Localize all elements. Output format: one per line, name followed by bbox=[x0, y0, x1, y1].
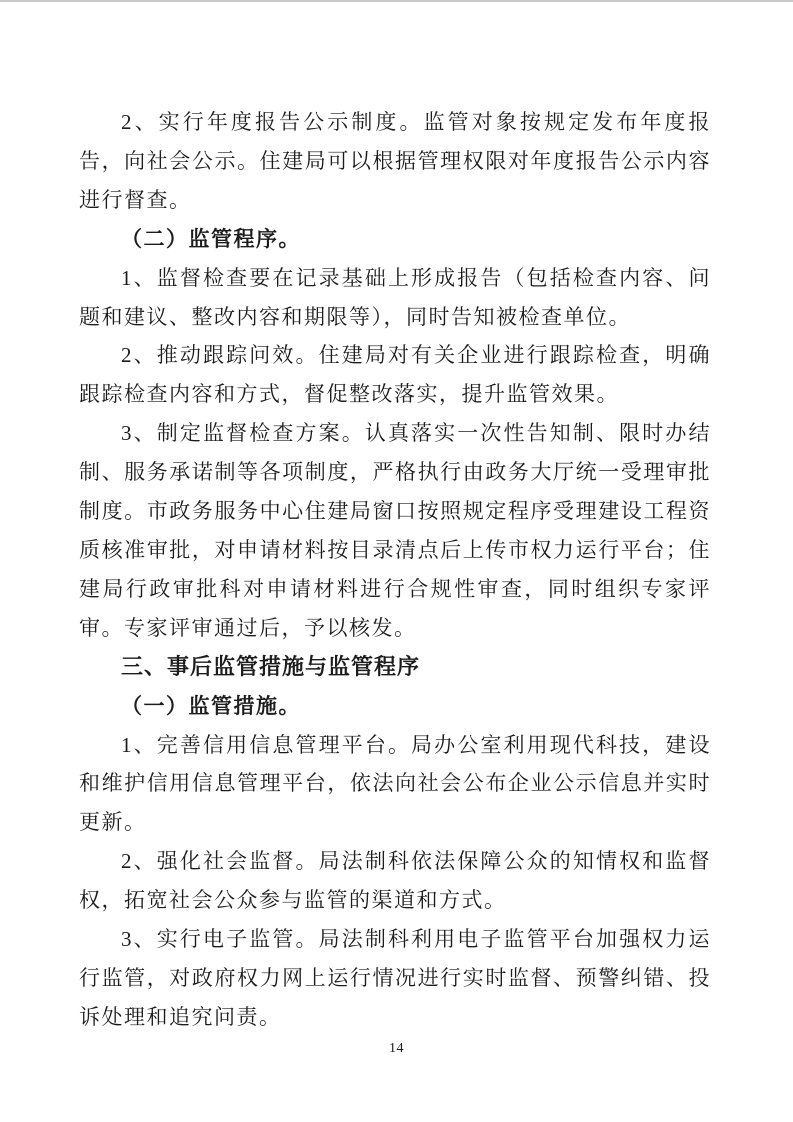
document-body bbox=[79, 103, 711, 1037]
subsection-heading: （二）监管程序。 bbox=[121, 226, 301, 251]
subsection-heading: （一）监管措施。 bbox=[121, 693, 301, 718]
paragraph: 2、实行年度报告公示制度。监管对象按规定发布年度报告，向社会公示。住建局可以根据管理权限对年度报告公示内容进行督查。 bbox=[79, 110, 711, 212]
paragraph: 1、完善信用信息管理平台。局办公室利用现代科技，建设和维护信用信息管理平台，依法向社会公布企业公示信息并实时更新。 bbox=[79, 732, 711, 835]
paragraph: 2、强化社会监督。局法制科依法保障公众的知情权和监督权，拓宽社会公众参与监管的渠道和方式。 bbox=[79, 849, 711, 913]
section-heading: 三、事后监管措施与监管程序 bbox=[121, 653, 421, 679]
paragraph: 3、制定监督检查方案。认真落实一次性告知制、限时办结制、服务承诺制等各项制度，严格执行由政务大厅统一受理审批制度。市政务服务中心住建局窗口按照规定程序受理建设工程资质核准审批，对申请材料按目录清点后上传市权力运行平台；住建局行政审批科对申请材料进行合规性审查，同时组织专家评审。专家评审通过后，予以核发。 bbox=[79, 421, 711, 640]
paragraph: 1、监督检查要在记录基础上形成报告（包括检查内容、问题和建议、整改内容和期限等），同时告知被检查单位。 bbox=[79, 265, 711, 329]
paragraph: 2、推动跟踪问效。住建局对有关企业进行跟踪检查，明确跟踪检查内容和方式，督促整改落实，提升监管效果。 bbox=[79, 343, 711, 407]
paragraph: 3、实行电子监管。局法制科利用电子监管平台加强权力运行监管，对政府权力网上运行情况进行实时监督、预警纠错、投诉处理和追究问责。 bbox=[79, 927, 711, 1029]
page-number: 14 bbox=[389, 1041, 404, 1056]
